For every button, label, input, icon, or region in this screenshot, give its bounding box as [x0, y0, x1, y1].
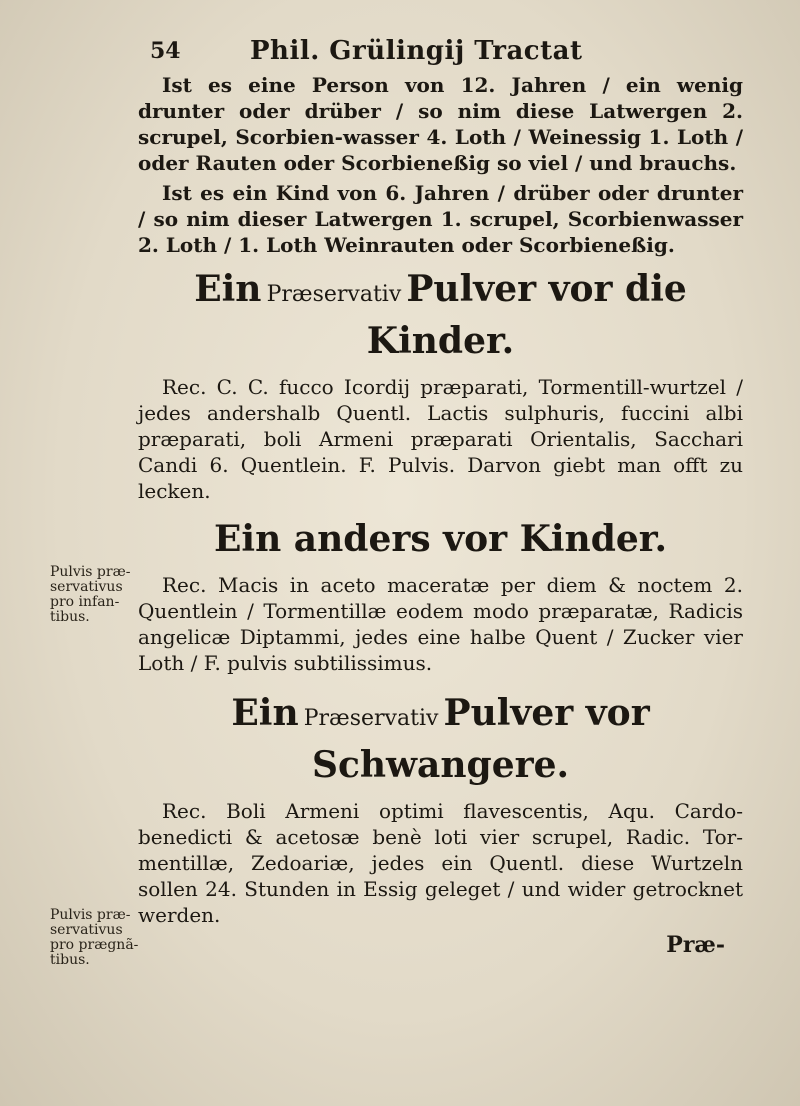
heading-kinder: Kinder. — [366, 320, 515, 362]
margin-note-infantibus: Pulvis præ-servativus pro infan-tibus. — [50, 564, 131, 625]
heading-pulver-schwangere — [138, 692, 743, 734]
heading-word-ein: Ein — [194, 268, 262, 310]
text-column — [138, 72, 743, 958]
catchword: Præ- — [666, 932, 725, 958]
heading-schwangere: Schwangere. — [311, 744, 570, 786]
heading-word-pulver-2: Pulver vor — [443, 692, 650, 734]
heading-word-pulver: Pulver vor die — [406, 268, 687, 310]
heading-word-ein-2: Ein — [231, 692, 299, 734]
paragraph-recipe-3: Rec. Boli Armeni optimi flavescentis, Aqu. Cardo-benedicti & acetosæ benè loti vier scrupel, Radic. Tor-mentillæ, Zedoariæ, jedes ein Quentl. diese Wurtzeln sollen 24. Stunden in Essig geleget / und wider getrocknet werden. — [138, 799, 743, 927]
heading-anders-kinder: Ein anders vor Kinder. — [213, 518, 667, 560]
paragraph-dose-6-years: Ist es ein Kind von 6. Jahren / drüber oder drunter / so nim dieser Latwergen 1. scrupel, Scorbienwasser 2. Loth / 1. Loth Weinrauten oder Scorbieneßig. — [138, 181, 743, 257]
paragraph-recipe-1: Rec. C. C. fucco Icordij præparati, Tormentill-wurtzel / jedes andershalb Quentl. Lactis sulphuris, fuccini albi præparati, boli Armeni præparati Orientalis, Sacchari Candi 6. Quentlein. F. Pulvis. Darvon giebt man offt zu lecken. — [138, 375, 743, 503]
page-number: 54 — [150, 38, 181, 64]
running-title: Phil. Grülingij Tractat — [250, 36, 583, 66]
paragraph-recipe-2: Rec. Macis in aceto maceratæ per diem & noctem 2. Quentlein / Tormentillæ eodem modo præparatæ, Radicis angelicæ Diptammi, jedes eine halbe Quent / Zucker vier Loth / F. pulvis subtilissimus. — [138, 573, 743, 675]
paragraph-dose-12-years: Ist es eine Person von 12. Jahren / ein wenig drunter oder drüber / so nim diese Latwergen 2. scrupel, Scorbien-wasser 4. Loth / Weinessig 1. Loth / oder Rauten oder Scorbieneßig so viel / und brauchs. — [138, 73, 743, 175]
heading-latin-praeservativ-2: Præservativ — [303, 706, 439, 731]
heading-latin-praeservativ: Præservativ — [266, 282, 402, 307]
heading-pulver-kinder — [138, 268, 743, 310]
margin-note-praegnantibus: Pulvis præ-servativus pro prægnã-tibus. — [50, 907, 139, 968]
